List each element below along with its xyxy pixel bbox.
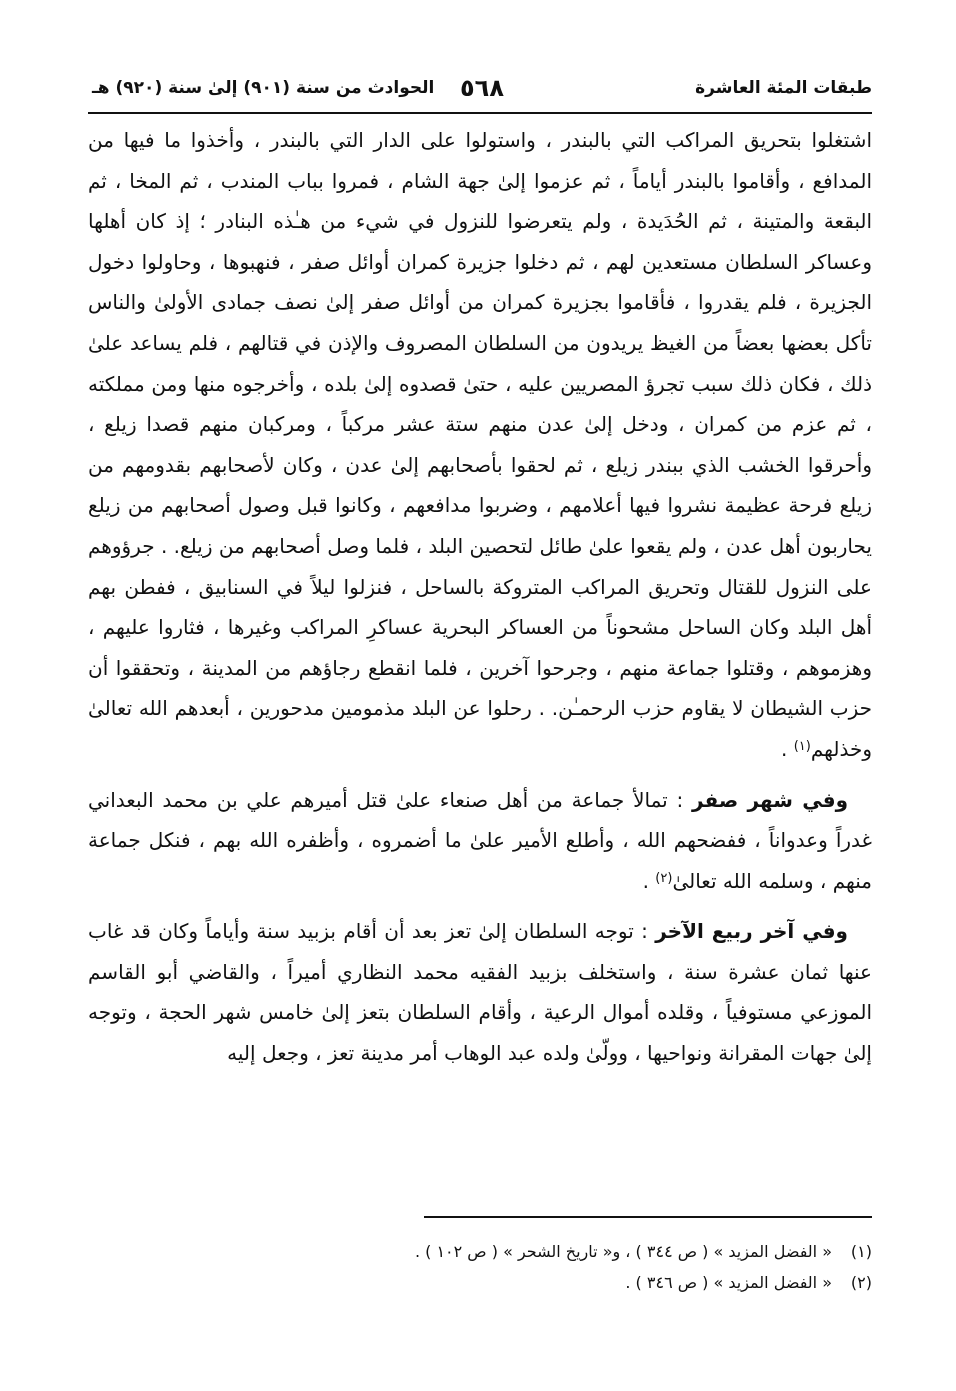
footnote-2 bbox=[88, 1267, 872, 1298]
paragraph-text: اشتغلوا بتحريق المراكب التي بالبندر ، واستولوا على الدار التي بالبندر ، وأخذوا ما فيها من المدافع ، وأقاموا بالبندر أياماً ، ثم عزموا إلىٰ جهة الشام ، فمروا بباب المندب ، ثم المخا ، ثم البقعة والمتينة ، ثم الحُدَيدة ، ولم يتعرضوا للنزول في شيء من هـٰذه البنادر ؛ إذ كان أهلها وعساكر السلطان مستعدين لهم ، ثم دخلوا جزيرة كمران أوائل صفر ، فنهبوها ، وحاولوا دخول الجزيرة ، فلم يقدروا ، فأقاموا بجزيرة كمران من أوائل صفر إلىٰ نصف جمادى الأولىٰ والناس تأكل بعضها بعضاً من الغيظ يريدون من السلطان المصروف والإذن في قتالهم ، فلم يساعد علىٰ ذلك ، فكان ذلك سبب تجرؤ المصريين عليه ، حتىٰ قصدوه إلىٰ بلده ، وأخرجوه منها ومن مملكته ، ثم عزم من كمران ، ودخل إلىٰ عدن منهم ستة عشر مركباً ، ومركبان منهم قصدا زيلع ، وأحرقوا الخشب الذي ببندر زيلع ، ثم لحقوا بأصحابهم إلىٰ عدن ، وكان لأصحابهم بقدومهم من زيلع فرحة عظيمة نشروا فيها أعلامهم ، وضربوا مدافعهم ، وكانوا قبل وصول أصحابهم من زيلع يحاربون أهل عدن ، ولم يقعوا علىٰ طائل لتحصين البلد ، فلما وصل أصحابهم من زيلع. . جرؤوهم على النزول للقتال وتحريق المراكب المتروكة بالساحل ، فنزلوا ليلاً في السنابيق ، ففطن بهم أهل البلد وكان الساحل مشحوناً من العساكر البحرية عساكرِ المراكب وغيرها ، فثاروا عليهم ، وهزموهم ، وقتلوا جماعة منهم ، وجرحوا آخرين ، فلما انقطع رجاؤهم من المدينة ، وتحققوا أن حزب الشيطان لا يقاوم حزب الرحمـٰن. . رحلوا عن البلد مذمومين مدحورين ، أبعدهم الله تعالىٰ وخذلهم bbox=[88, 128, 872, 761]
paragraph-lead: وفي شهر صفر bbox=[692, 787, 849, 812]
paragraph-tail: . bbox=[780, 736, 794, 761]
footnote-ref: (٢) bbox=[655, 870, 673, 886]
body-text bbox=[88, 120, 872, 1074]
footnote-rule bbox=[424, 1216, 872, 1218]
header-rule bbox=[88, 112, 872, 114]
paragraph-1 bbox=[88, 120, 872, 770]
page-number: ٥٦٨ bbox=[460, 74, 504, 102]
section-title: الحوادث من سنة (٩٠١) إلىٰ سنة (٩٢٠) هـ bbox=[92, 78, 435, 98]
footnote-text: « الفضل المزيد » ( ص ٣٤٦ ) . bbox=[625, 1273, 832, 1292]
footnote-text: « الفضل المزيد » ( ص ٣٤٤ ) ، و« تاريخ الشحر » ( ص ١٠٢ ) . bbox=[414, 1242, 832, 1261]
paragraph-text: : تمالأ جماعة من أهل صنعاء علىٰ قتل أميرهم علي بن محمد البعداني غدراً وعدواناً ، ففضحهم الله ، وأطلع الأمير علىٰ ما أضمروه ، وأظفره الله بهم ، فنكل جماعة منهم ، وسلمه الله تعالىٰ bbox=[88, 787, 872, 893]
footnote-number: (١) bbox=[850, 1242, 872, 1261]
footnote-1 bbox=[88, 1236, 872, 1267]
footnote-ref: (١) bbox=[793, 738, 811, 754]
running-header bbox=[92, 74, 872, 106]
paragraph-tail: . bbox=[642, 868, 656, 893]
paragraph-lead: وفي آخر ربيع الآخر bbox=[655, 919, 848, 944]
paragraph-text: : توجه السلطان إلىٰ تعز بعد أن أقام بزبيد سنة وأياماً وكان قد غاب عنها ثمان عشرة سنة ، واستخلف بزبيد الفقيه محمد النظاري أميراً ، والقاضي أبو القاسم الموزعي مستوفياً ، وقلده أموال الرعية ، وأقام السلطان بتعز إلىٰ خامس شهر الحجة ، وتوجه إلىٰ جهات المقرانة ونواحيها ، وولّىٰ ولده عبد الوهاب أمر مدينة تعز ، وجعل إليه bbox=[88, 919, 872, 1066]
footnote-number: (٢) bbox=[850, 1273, 872, 1292]
paragraph-3 bbox=[88, 911, 872, 1073]
paragraph-2 bbox=[88, 780, 872, 902]
footnotes bbox=[88, 1236, 872, 1298]
book-title: طبقات المئة العاشرة bbox=[695, 78, 872, 98]
